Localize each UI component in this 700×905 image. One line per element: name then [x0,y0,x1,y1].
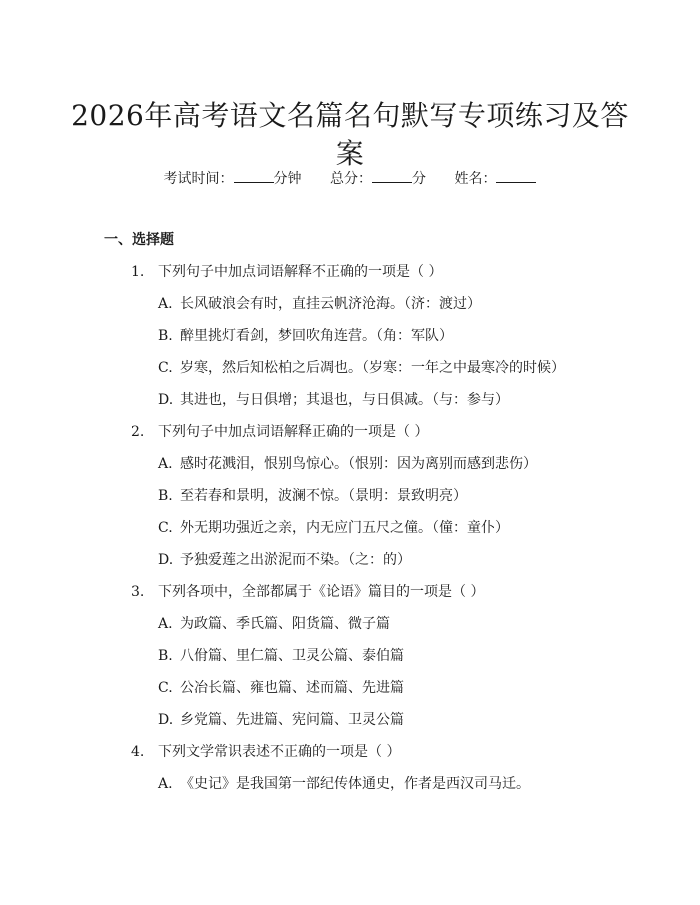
exam-time-blank [234,168,274,183]
option-letter: C. [158,360,173,376]
question-number: 1. [131,264,145,280]
question-stem: 下列文学常识表述不正确的一项是（ ） [158,744,401,760]
option-letter: D. [158,712,174,728]
name-label: 姓名： [454,171,497,187]
option-1-c [0,358,700,390]
option-text: 醉里挑灯看剑，梦回吹角连营。（角：军队） [180,328,453,344]
option-text: 其进也，与日俱增；其退也，与日俱减。（与：参与） [180,392,509,408]
question-stem: 下列句子中加点词语解释正确的一项是（ ） [158,424,429,440]
option-letter: B. [158,328,173,344]
section-title: 一、选择题 [104,232,174,248]
option-text: 至若春和景明，波澜不惊。（景明：景致明亮） [180,488,467,504]
option-1-b [0,326,700,358]
document-title: 2026年高考语文名篇名句默写专项练习及答案 [71,98,629,170]
option-letter: A. [158,616,173,632]
option-letter: C. [158,520,173,536]
total-score-label: 总分： [330,171,372,187]
question-list [0,262,700,806]
total-score-field [330,171,426,187]
option-letter: D. [158,392,174,408]
option-letter: A. [158,776,173,792]
option-letter: D. [158,552,174,568]
option-3-c [0,678,700,710]
exam-meta [0,168,700,189]
question-number: 3. [131,584,145,600]
option-letter: A. [158,456,173,472]
option-letter: A. [158,296,173,312]
total-score-blank [372,168,412,183]
option-text: 公冶长篇、雍也篇、述而篇、先进篇 [180,680,404,696]
option-1-d [0,390,700,422]
exam-time-label: 考试时间： [163,171,234,187]
name-blank [496,168,536,183]
name-field [454,171,536,187]
option-letter: B. [158,648,173,664]
option-2-a [0,454,700,486]
total-score-unit: 分 [412,171,426,187]
exam-time-unit: 分钟 [273,171,302,187]
option-letter: C. [158,680,173,696]
option-text: 乡党篇、先进篇、宪问篇、卫灵公篇 [180,712,404,728]
question-number: 4. [131,744,145,760]
option-1-a [0,294,700,326]
exam-time-field [164,171,302,187]
option-3-b [0,646,700,678]
option-2-d [0,550,700,582]
question-4 [0,742,700,774]
question-1 [0,262,700,294]
question-2 [0,422,700,454]
option-letter: B. [158,488,173,504]
option-text: 岁寒，然后知松柏之后凋也。（岁寒：一年之中最寒冷的时候） [180,360,565,376]
option-text: 《史记》是我国第一部纪传体通史，作者是西汉司马迁。 [180,776,530,792]
question-3 [0,582,700,614]
option-3-d [0,710,700,742]
option-2-b [0,486,700,518]
option-text: 八佾篇、里仁篇、卫灵公篇、泰伯篇 [180,648,404,664]
option-text: 感时花溅泪，恨别鸟惊心。（恨别：因为离别而感到悲伤） [180,456,537,472]
question-stem: 下列句子中加点词语解释不正确的一项是（ ） [158,264,443,280]
question-stem: 下列各项中，全部都属于《论语》篇目的一项是（ ） [158,584,485,600]
option-text: 长风破浪会有时，直挂云帆济沧海。（济：渡过） [180,296,481,312]
option-4-a [0,774,700,806]
question-number: 2. [131,424,145,440]
option-text: 为政篇、季氏篇、阳货篇、微子篇 [180,616,390,632]
option-3-a [0,614,700,646]
option-text: 予独爱莲之出淤泥而不染。（之：的） [180,552,411,568]
option-2-c [0,518,700,550]
option-text: 外无期功强近之亲，内无应门五尺之僮。（僮：童仆） [180,520,509,536]
